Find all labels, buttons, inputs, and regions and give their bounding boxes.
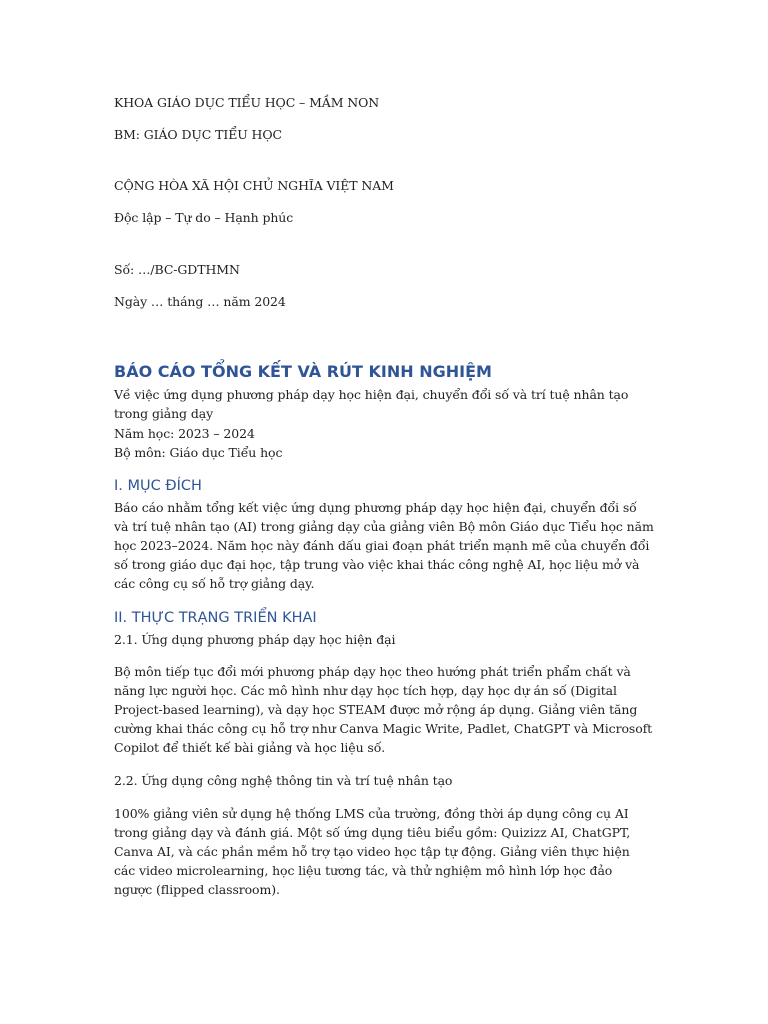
document-date: Ngày … tháng … năm 2024	[114, 294, 286, 309]
section-1-heading: I. MỤC ĐÍCH	[114, 478, 202, 494]
subsection-2-1-body: Bộ môn tiếp tục đổi mới phương pháp dạy học theo hướng phát triển phẩm chất và năng lực người học. Các mô hình như dạy học tích hợp, dạy học dự án số (Digital Project-based learning), và dạy học STEAM được mở rộng áp dụng. Giảng viên tăng cường khai thác công cụ hỗ trợ như Canva Magic Write, Padlet, ChatGPT và Microsoft Copilot để thiết kế bài giảng và học liệu số.	[114, 664, 653, 755]
subsection-2-1-title: 2.1. Ứng dụng phương pháp dạy học hiện đại	[114, 632, 396, 647]
report-subject: Về việc ứng dụng phương pháp dạy học hiện đại, chuyển đổi số và trí tuệ nhân tạo trong giảng dạy	[114, 387, 629, 421]
faculty-name: KHOA GIÁO DỤC TIỂU HỌC – MẦM NON	[114, 95, 380, 110]
section-1-body: Báo cáo nhằm tổng kết việc ứng dụng phương pháp dạy học hiện đại, chuyển đổi số và trí tuệ nhân tạo (AI) trong giảng dạy của giảng viên Bộ môn Giáo dục Tiểu học năm học 2023–2024. Năm học này đánh dấu giai đoạn phát triển mạnh mẽ của chuyển đổi số trong giáo dục đại học, tập trung vào việc khai thác công nghệ AI, học liệu mở và các công cụ số hỗ trợ giảng dạy.	[114, 500, 654, 591]
report-title: BÁO CÁO TỔNG KẾT VÀ RÚT KINH NGHIỆM	[114, 362, 492, 381]
department-name: BM: GIÁO DỤC TIỂU HỌC	[114, 127, 282, 142]
report-school-year: Năm học: 2023 – 2024	[114, 426, 255, 441]
subsection-2-2-body: 100% giảng viên sử dụng hệ thống LMS của trường, đồng thời áp dụng công cụ AI trong giảng dạy và đánh giá. Một số ứng dụng tiêu biểu gồm: Quizizz AI, ChatGPT, Canva AI, và các phần mềm hỗ trợ tạo video học tập tự động. Giảng viên thực hiện các video microlearning, học liệu tương tác, và thử nghiệm mô hình lớp học đảo ngược (flipped classroom).	[114, 806, 631, 897]
subsection-2-2-title: 2.2. Ứng dụng công nghệ thông tin và trí tuệ nhân tạo	[114, 773, 453, 788]
national-motto: Độc lập – Tự do – Hạnh phúc	[114, 210, 294, 225]
national-title: CỘNG HÒA XÃ HỘI CHỦ NGHĨA VIỆT NAM	[114, 178, 394, 193]
section-2-heading: II. THỰC TRẠNG TRIỂN KHAI	[114, 610, 317, 626]
document-number: Số: …/BC-GDTHMN	[114, 262, 240, 277]
report-department: Bộ môn: Giáo dục Tiểu học	[114, 445, 283, 460]
